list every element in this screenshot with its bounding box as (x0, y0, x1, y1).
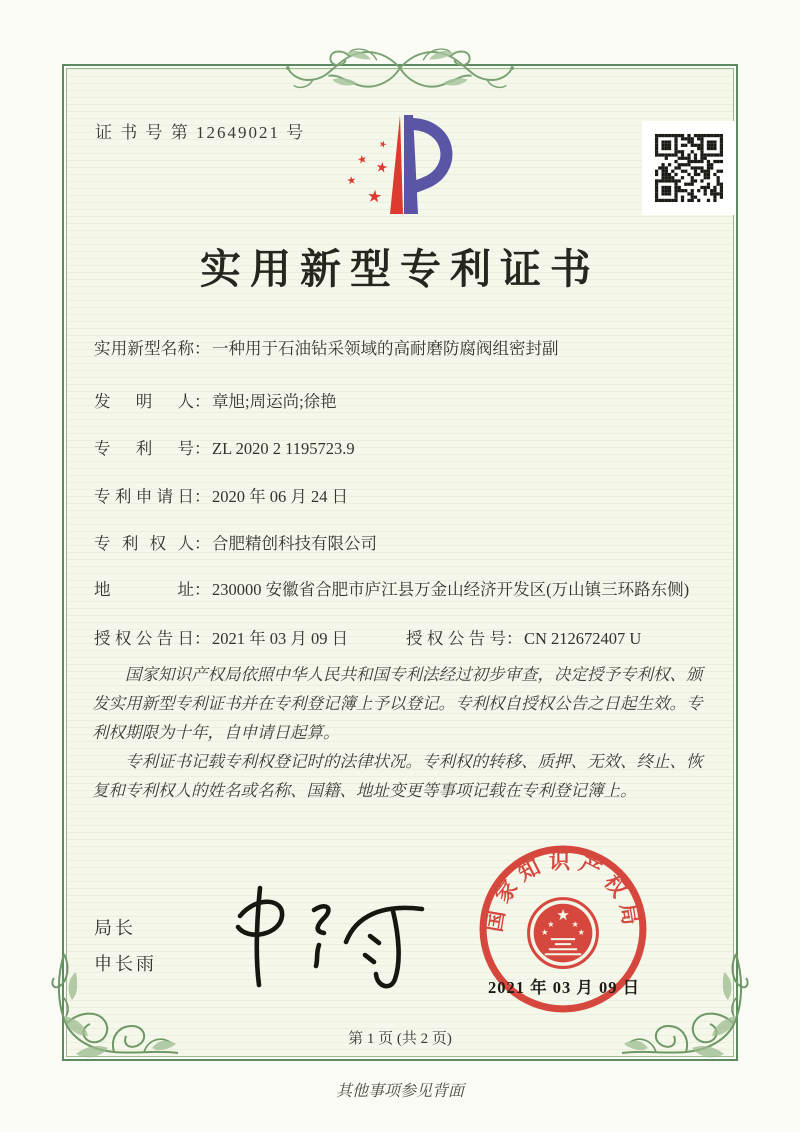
svg-text:★: ★ (547, 918, 555, 929)
field-colon: ： (194, 487, 211, 506)
field-row-grant (94, 627, 716, 651)
field-value: 章旭;周运尚;徐艳 (212, 392, 337, 411)
seal-date: 2021 年 03 月 09 日 (487, 978, 641, 997)
field-grant-date (94, 627, 348, 651)
field-value: 2020 年 06 月 24 日 (212, 487, 349, 506)
svg-text:★: ★ (374, 159, 390, 178)
field-row-address (94, 578, 716, 602)
field-colon: ： (194, 534, 211, 553)
field-grant-number (406, 627, 641, 651)
field-row-name (94, 337, 716, 361)
commissioner-name: 申长雨 (94, 954, 157, 974)
seal-text: 国家知识产权局 (482, 849, 644, 934)
svg-text:★: ★ (571, 918, 579, 929)
legal-text (92, 660, 715, 805)
field-colon: ： (194, 392, 211, 411)
field-label: 专利申请日 (94, 487, 194, 506)
field-value: CN 212672407 U (524, 629, 642, 648)
corner-ornament-left-icon (48, 952, 180, 1070)
commissioner-title: 局长 (94, 918, 136, 938)
svg-text:★: ★ (577, 927, 585, 938)
field-row-patentee (94, 532, 716, 556)
legal-paragraph-1: 国家知识产权局依照中华人民共和国专利法经过初步审查，决定授予专利权、颁发实用新型专利证书并在专利登记簿上予以登记。专利权自授权公告之日起生效。专利权期限为十年，自申请日起算。 (92, 665, 703, 742)
certificate-title: 实用新型专利证书 (200, 246, 600, 292)
field-label: 专利号 (94, 439, 194, 458)
qr-code-icon (642, 121, 736, 215)
field-row-inventor (94, 390, 716, 414)
national-emblem-icon (529, 899, 598, 968)
field-value: 2021 年 03 月 09 日 (212, 629, 349, 648)
field-label: 实用新型名称 (94, 339, 194, 358)
page-number: 第 1 页 (共 2 页) (348, 1031, 452, 1047)
field-label: 专利权人 (94, 534, 194, 553)
certificate-number: 证 书 号 第 12649021 号 (95, 123, 306, 142)
field-colon: ： (194, 339, 211, 358)
svg-text:★: ★ (345, 173, 358, 188)
handwritten-signature-icon (196, 878, 436, 996)
svg-text:★: ★ (556, 905, 570, 924)
field-label: 授权公告日 (94, 629, 194, 648)
field-value: ZL 2020 2 1195723.9 (212, 439, 355, 458)
svg-text:★: ★ (365, 186, 384, 208)
field-colon: ： (194, 580, 211, 599)
svg-text:★: ★ (377, 139, 389, 152)
field-label: 发明人 (94, 392, 194, 411)
legal-paragraph-2: 专利证书记载专利权登记时的法律状况。专利权的转移、质押、无效、终止、恢复和专利权人的姓名或名称、国籍、地址变更等事项记载在专利登记簿上。 (92, 752, 703, 800)
cnipa-logo-icon (338, 112, 460, 220)
field-label: 授权公告号 (406, 629, 506, 648)
field-colon: ： (194, 629, 211, 648)
field-colon: ： (506, 629, 523, 648)
field-value: 230000 安徽省合肥市庐江县万金山经济开发区(万山镇三环路东侧) (212, 580, 690, 599)
field-value: 合肥精创科技有限公司 (212, 534, 377, 553)
field-colon: ： (194, 439, 211, 458)
svg-text:★: ★ (356, 152, 369, 167)
field-label: 地址 (94, 580, 194, 599)
top-border-ornament-icon (282, 40, 518, 98)
field-row-filing-date (94, 485, 716, 509)
svg-text:★: ★ (541, 927, 549, 938)
field-row-patent-no (94, 437, 716, 461)
field-value: 一种用于石油钻采领域的高耐磨防腐阀组密封副 (212, 339, 559, 358)
footer-note: 其他事项参见背面 (335, 1083, 464, 1100)
